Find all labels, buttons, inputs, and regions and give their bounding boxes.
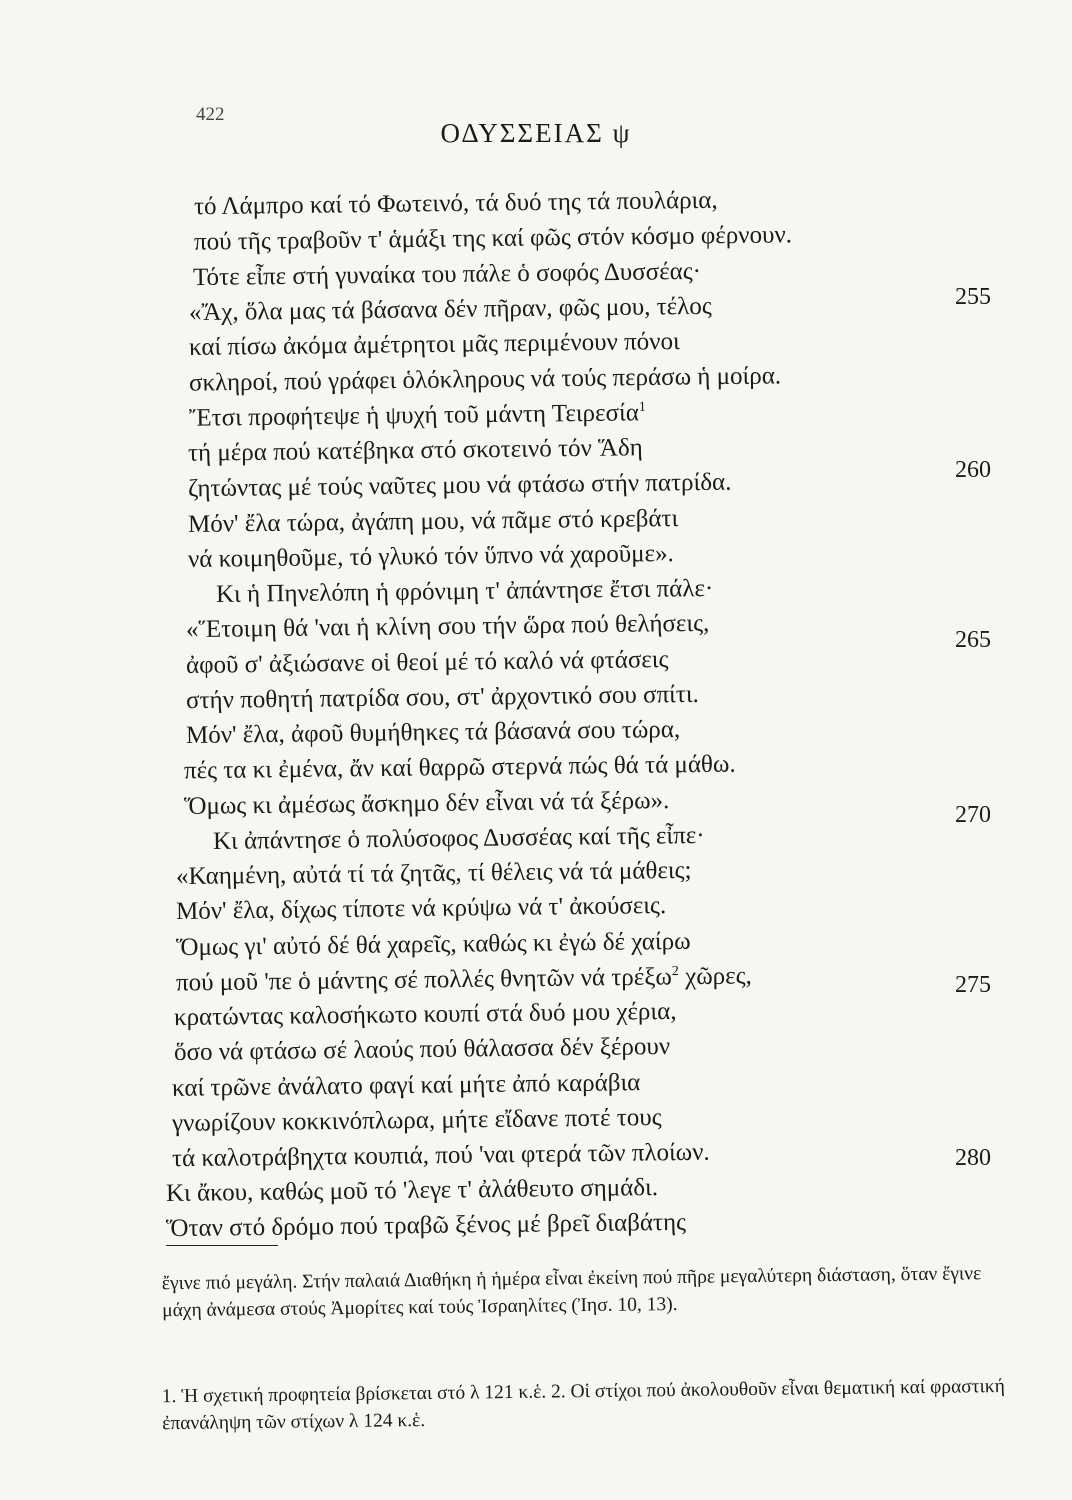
verse-line: «Καημένη, αὐτά τί τά ζητᾶς, τί θέλεις νά τά μάθεις; [175, 856, 692, 891]
verse-line: γνωρίζουν κοκκινόπλωρα, μήτε εἴδανε ποτέ τους [171, 1104, 662, 1137]
verse-line: νά κοιμηθοῦμε, τό γλυκό τόν ὕπνο νά χαροῦμε». [187, 540, 674, 573]
page-number: 422 [196, 104, 225, 125]
running-head-title: ΟΔΥΣΣΕΙΑΣ ψ [440, 118, 632, 148]
verse-text: πού μοῦ 'πε ὁ μάντης σέ πολλές θνητῶν νά τρέξω [175, 963, 673, 997]
line-number: 255 [955, 284, 991, 310]
line-number: 275 [955, 972, 991, 998]
verse-line: πού τῆς τραβοῦν τ' ἁμάξι της καί φῶς στόν κόσμο φέρνουν. [193, 221, 793, 256]
verse-line: ζητώντας μέ τούς ναῦτες μου νά φτάσω στήν πατρίδα. [187, 468, 732, 503]
verse-line: Ὅταν στό δρόμο πού τραβῶ ξένος μέ βρεῖ διαβάτης [165, 1208, 687, 1243]
verse-line [189, 398, 646, 434]
verse-line: «Ἕτοιμη θά 'ναι ἡ κλίνη σου τήν ὥρα πού θελήσεις, [185, 609, 710, 644]
verse-line: Μόν' ἔλα τώρα, ἀγάπη μου, νά πᾶμε στό κρεβάτι [187, 505, 679, 538]
verse-line: Κι ἄκου, καθώς μοῦ τό 'λεγε τ' ἀλάθευτο σημάδι. [165, 1173, 659, 1208]
verse-line: καί τρῶνε ἀνάλατο φαγί καί μήτε ἀπό καράβια [171, 1069, 641, 1102]
footnote-ref: 2 [671, 964, 679, 980]
verse-line: «Ἄχ, ὅλα μας τά βάσανα δέν πῆραν, φῶς μου, τέλος [188, 292, 712, 327]
verse-line: σκληροί, πού γράφει ὁλόκληρους νά τούς περάσω ἡ μοίρα. [188, 362, 782, 397]
verse-line: τά καλοτράβηχτα κουπιά, πού 'ναι φτερά τῶν πλοίων. [171, 1138, 710, 1173]
verse-line: ἀφοῦ σ' ἀξιώσανε οἱ θεοί μέ τό καλό νά φτάσεις [185, 646, 669, 679]
verse-line: ὅσο νά φτάσω σέ λαούς πού θάλασσα δέν ξέρουν [173, 1032, 671, 1067]
line-number: 270 [955, 802, 991, 828]
line-number: 265 [955, 627, 991, 653]
verse-line: κρατώντας καλοσήκωτο κουπί στά δυό μου χέρια, [173, 997, 677, 1032]
verse-line: καί πίσω ἀκόμα ἀμέτρητοι μᾶς περιμένουν πόνοι [188, 328, 680, 361]
verse-line: Ὅμως κι ἀμέσως ἄσκημο δέν εἶναι νά τά ξέρω». [183, 787, 670, 820]
footnote-continued: ἔγινε πιό μεγάλη. Στήν παλαιά Διαθήκη ἡ ἡμέρα εἶναι ἐκείνη πού πῆρε μεγαλύτερη διάσταση, ὅταν ἔγινε μάχη ἀνάμεσα στούς Ἀμορίτες καί τούς Ἰσραηλίτες (Ἰησ. 10, 13). [161, 1263, 982, 1322]
verse-line: Μόν' ἔλα, δίχως τίποτε νά κρύψω νά τ' ἀκούσεις. [175, 892, 667, 925]
footnote-ref: 1 [638, 399, 646, 415]
footnote-rule [166, 1245, 278, 1246]
line-number: 260 [955, 457, 991, 483]
verse-line: στήν ποθητή πατρίδα σου, στ' ἀρχοντικό σου σπίτι. [185, 680, 700, 715]
footnotes: 1. Ἡ σχετική προφητεία βρίσκεται στό λ 121 κ.ἑ. 2. Οἱ στίχοι πού ἀκολουθοῦν εἶναι θεματική καί φραστική ἐπανάληψη τῶν στίχων λ 124 κ.ἑ. [161, 1375, 1005, 1435]
verse-line: Τότε εἶπε στή γυναίκα του πάλε ὁ σοφός Δυσσέας· [192, 257, 702, 292]
verse-line: τή μέρα πού κατέβηκα στό σκοτεινό τόν Ἅδη [187, 434, 643, 467]
verse-line: τό Λάμπρο καί τό Φωτεινό, τά δυό της τά πουλάρια, [193, 186, 718, 221]
verse-line: Κι ἡ Πηνελόπη ἡ φρόνιμη τ' ἀπάντησε ἔτσι πάλε· [215, 574, 714, 609]
verse-line: Ὅμως γι' αὐτό δέ θά χαρεῖς, καθώς κι ἐγώ δέ χαίρω [175, 927, 691, 962]
verse-line [176, 961, 752, 998]
verse-line: Κι ἀπάντησε ὁ πολύσοφος Δυσσέας καί τῆς εἶπε· [212, 821, 705, 856]
verse-text-tail: χῶρες, [678, 962, 752, 991]
verse-line: Μόν' ἔλα, ἀφοῦ θυμήθηκες τά βάσανά σου τώρα, [185, 715, 681, 750]
verse-text: Ἔτσι προφήτεψε ἡ ψυχή τοῦ μάντη Τειρεσία [188, 399, 640, 432]
verse-line: πές τα κι ἐμένα, ἄν καί θαρρῶ στερνά πώς θά τά μάθω. [183, 750, 736, 785]
line-number: 280 [955, 1145, 991, 1171]
